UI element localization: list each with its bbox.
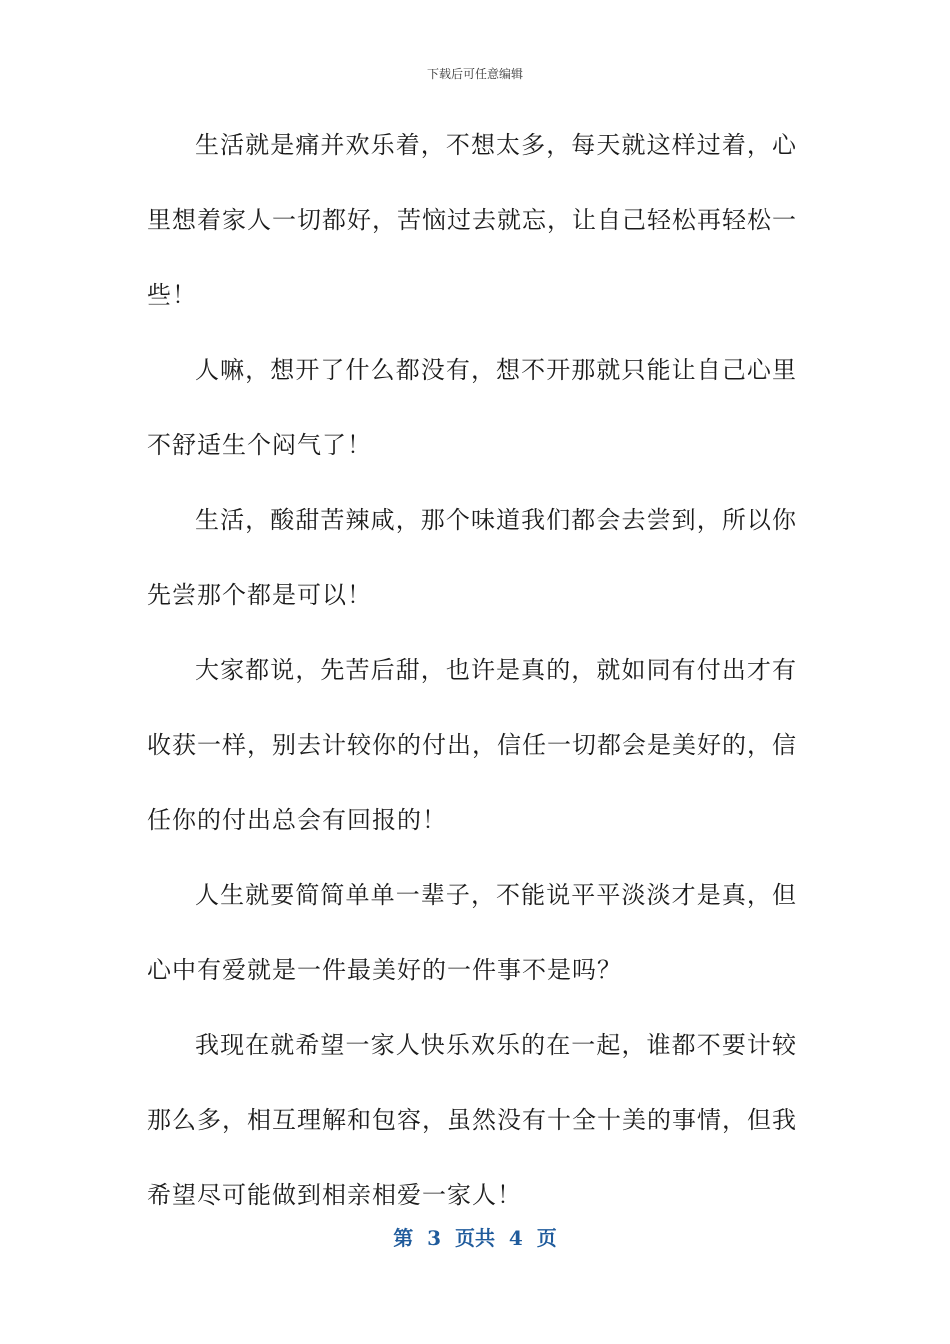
paragraph-5: 人生就要简简单单一辈子，不能说平平淡淡才是真，但心中有爱就是一件最美好的一件事不是吗？: [147, 881, 797, 984]
paragraph-4: 大家都说，先苦后甜，也许是真的，就如同有付出才有收获一样，别去计较你的付出，信任一切都会是美好的，信任你的付出总会有回报的！: [147, 656, 797, 834]
page-header: 下载后可任意编辑: [426, 67, 523, 81]
paragraph-1: 生活就是痛并欢乐着，不想太多，每天就这样过着，心里想着家人一切都好，苦恼过去就忘，让自己轻松再轻松一些！: [147, 131, 797, 309]
paragraph-6: 我现在就希望一家人快乐欢乐的在一起，谁都不要计较那么多，相互理解和包容，虽然没有十全十美的事情，但我希望尽可能做到相亲相爱一家人！: [147, 1031, 797, 1209]
paragraph-3: 生活，酸甜苦辣咸，那个味道我们都会去尝到，所以你先尝那个都是可以！: [147, 506, 797, 609]
document-body: [147, 108, 797, 1233]
page-number-footer: 第 3 页共 4 页: [393, 1226, 557, 1250]
paragraph-2: 人嘛，想开了什么都没有，想不开那就只能让自己心里不舒适生个闷气了！: [147, 356, 797, 459]
